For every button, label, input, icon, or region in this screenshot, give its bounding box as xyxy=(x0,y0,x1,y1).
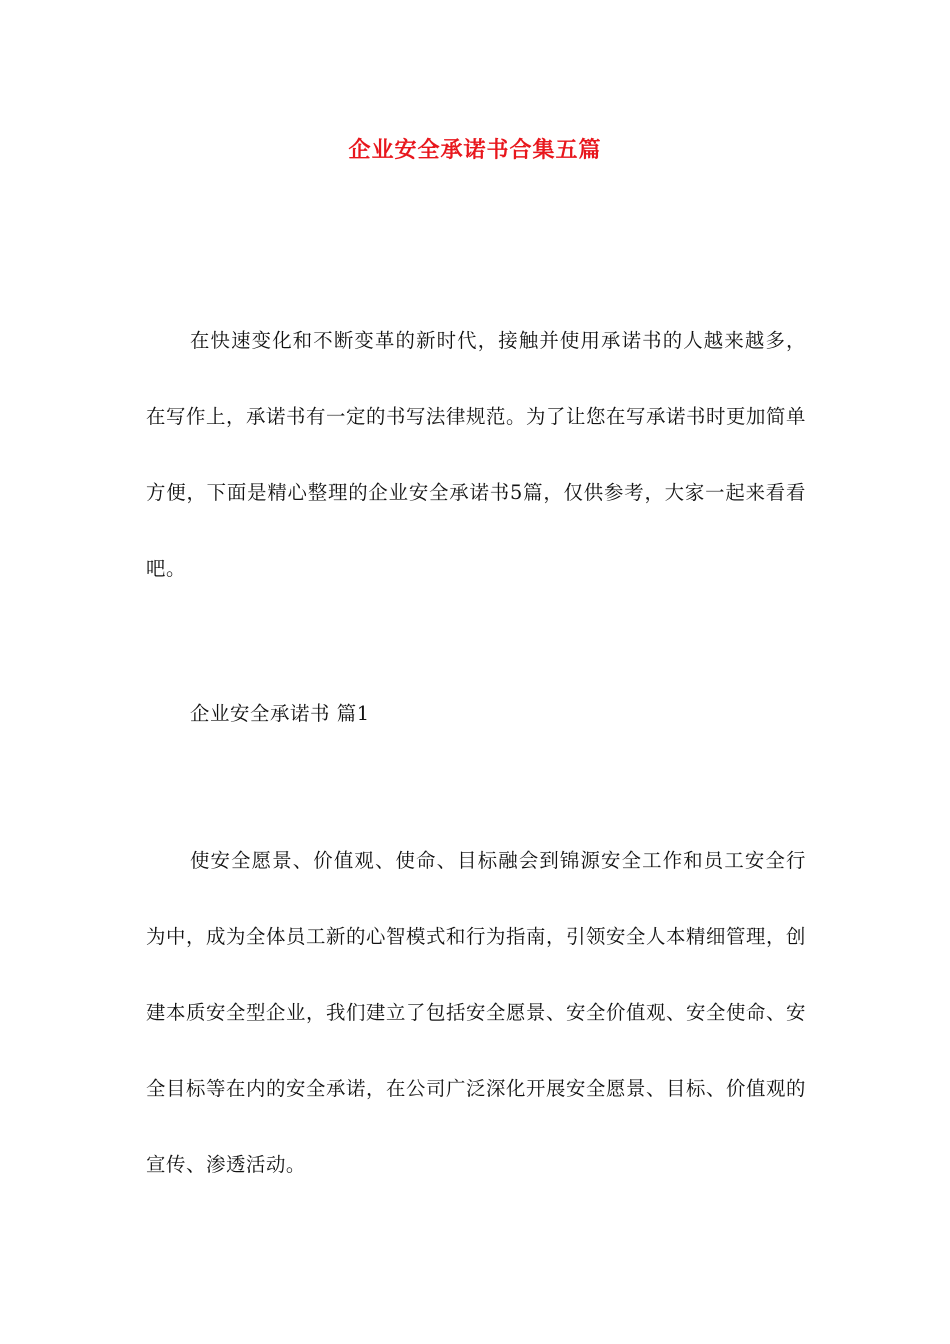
document-title: 企业安全承诺书合集五篇 xyxy=(348,138,602,163)
intro-paragraph: 在快速变化和不断变革的新时代，接触并使用承诺书的人越来越多，在写作上，承诺书有一定的书写法律规范。为了让您在写承诺书时更加简单方便，下面是精心整理的企业安全承诺书5篇，仅供参考，大家一起来看看吧。 xyxy=(146,329,806,580)
section-body-paragraph: 使安全愿景、价值观、使命、目标融会到锦源安全工作和员工安全行为中，成为全体员工新的心智模式和行为指南，引领安全人本精细管理，创建本质安全型企业，我们建立了包括安全愿景、安全价值观、安全使命、安全目标等在内的安全承诺，在公司广泛深化开展安全愿景、目标、价值观的宣传、渗透活动。 xyxy=(146,849,806,1176)
section-heading: 企业安全承诺书 篇1 xyxy=(190,702,370,725)
